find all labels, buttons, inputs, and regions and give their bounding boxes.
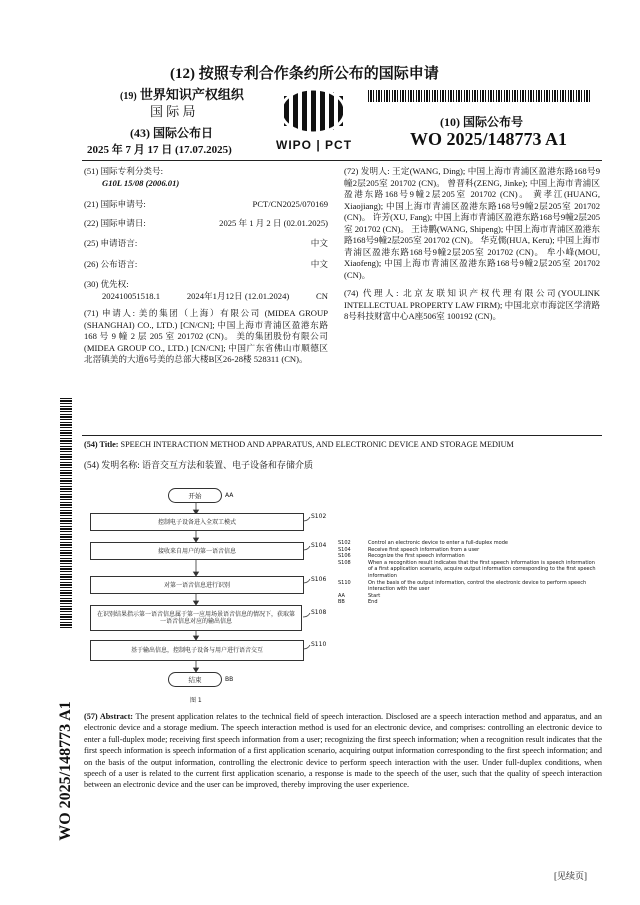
applicant-text: 美的集团（上海）有限公司 (MIDEA GROUP (SHANGHAI) CO., LTD.) [CN/CN]; 中国上海市青浦区盈港东路 168 号 9 幢 2 层 205 室 201702 (CN)。 美的集团股份有限公司(MIDEA GROUP CO., LTD.) [CN/CN]; 中国广东省佛山市顺德区北滘镇美的大道6号美的总部大楼B区26-28楼 528311 (CN)。 [84,308,328,364]
legend-code: BB [338,599,345,606]
legend-text: Start [368,592,381,599]
legend-row [338,593,600,600]
filing-row [84,218,328,230]
flow-step-id: S102 [311,513,327,520]
legend-row [338,547,600,554]
filing-value: 2025 年 1 月 2 日 (02.01.2025) [219,217,328,228]
biblio-right [344,166,600,323]
flow-step-box: 对第一语音信息进行识别 [90,576,304,594]
legend-row [338,540,600,547]
biblio-left [84,166,328,366]
agent-text: 北京友联知识产权代理有限公司(YOULINK INTELLECTUAL PROPERTY LAW FIRM); 中国北京市海淀区学清路8号科技财富中心A座506室 100192 (CN)。 [344,288,600,321]
title-zh-label: (54) 发明名称: [84,460,140,470]
pubdate-label: (43) 国际公布日 [130,126,213,140]
title-en-label: (54) Title: [84,440,119,449]
flow-end-tag: BB [225,676,234,683]
flow-step-box: 控制电子设备进入全双工模式 [90,513,304,531]
flow-step-box: 接收来自用户的第一语音信息 [90,542,304,560]
top-barcode [368,90,591,102]
priority-number: 202410051518.1 [102,290,161,301]
ipc-value: G10L 15/08 (2006.01) [102,177,180,188]
flow-start: 开始 [168,488,222,503]
inventor-text: 王定(WANG, Ding); 中国上海市青浦区盈港东路168号9幢2层205室 201702 (CN)。 曾晋科(ZENG, Jinke); 中国上海市青浦区盈港东路168号9幢2层205室 201702 (CN)。 黄孝江(HUANG, Xiaojiang); 中国上海市青浦区盈港东路168号9幢2层205室 201702 (CN)。 许芳(XU, Fang); 中国上海市青浦区盈港东路168号9幢2层205室 201702 (CN)。 王诗鹏(WANG, Shipeng); 中国上海市青浦区盈港东路168号9幢2层205室 201702 (CN)。 华克儒(HUA, Keru); 中国上海市青浦区盈港东路168号9幢2层205室 201702 (CN)。 牟小峰(MOU, Xiaofeng); 中国上海市青浦区盈港东路168号9幢2层205室 201702 (CN)。 [344,166,600,280]
legend-text: Recognize the first speech information [368,553,465,560]
legend-text: On the basis of the output information, control the electronic device to perform speech interaction with the user [368,579,587,593]
inventor-label: (72) 发明人: [344,166,390,176]
org-code: (19) [120,91,137,102]
wipo-pct-wordmark: WIPO | PCT [276,138,353,152]
figure-caption: 图 1 [190,697,202,704]
legend-row [338,599,600,606]
pubdate-value: 2025 年 7 月 17 日 (17.07.2025) [87,144,232,156]
agent-block [344,288,600,323]
legend-text: Receive first speech information from a user [368,546,480,553]
flow-step-id: S104 [311,542,327,549]
title-en-line [84,440,604,449]
appno-row [84,199,328,211]
filinglang-label: (25) 申请语言: [84,238,138,248]
publang-label: (26) 公布语言: [84,258,138,269]
publang-value: 中文 [310,258,328,269]
legend-text: When a recognition result indicates that the first speech information is speech information of a first application scenario, acquire output information corresponding to the first speech information [368,559,596,579]
flow-start-tag: AA [225,492,234,499]
figure-legend [338,540,600,606]
continuation-note: [见续页] [554,871,587,881]
title-zh-line [84,458,313,471]
flow-step-box: 在识别结果指示第一语音信息属于第一应用场景语音信息的情况下，获取第一语音信息对应的输出信息 [90,605,302,631]
appno-label: (21) 国际申请号: [84,199,146,209]
legend-text: End [368,599,378,606]
org-name: 世界知识产权组织 [139,87,244,102]
legend-code: S108 [338,559,351,566]
legend-code: S106 [338,553,351,560]
wipo-emblem-icon [268,88,368,138]
legend-code: S104 [338,546,351,553]
legend-code: S102 [338,540,351,546]
abstract [84,711,602,791]
inventor-block [344,166,600,281]
legend-row [338,580,600,593]
publang-row [84,259,328,271]
doc-type-title: (12) 按照专利合作条约所公布的国际申请 [170,66,439,82]
pubno-value: WO 2025/148773 A1 [410,129,568,149]
pubno-label: (10) 国际公布号 [440,115,523,129]
abstract-text: The present application relates to the technical field of speech interaction. Disclosed are a speech interaction method and apparatus, and an electronic device and a storage medium. The speech interaction method is used for an electronic device, and comprises: controlling an electronic device to enter a full-duplex mode; receiving first speech information from a user; recognizing the first speech information; when a recognition result indicates that the first speech information is speech information of a first application scenario, acquiring output information corresponding to the first speech information; and on the basis of the output information, controlling the electronic device to perform speech interaction with the user. Under full-duplex conditions, when speech of a user is related to the current first application scenario, a response is made to the speech of the user, such that the quality of speech interaction between an electronic device and the user can be improved, thereby improving the user experience. [84,712,602,790]
flow-step-id: S108 [311,609,327,616]
title-en: SPEECH INTERACTION METHOD AND APPARATUS, AND ELECTRONIC DEVICE AND STORAGE MEDIUM [120,440,514,449]
flow-end: 结束 [168,672,222,687]
side-barcode [60,398,72,628]
flow-step-box: 基于输出信息，控制电子设备与用户进行语音交互 [90,640,304,661]
filing-label: (22) 国际申请日: [84,217,146,228]
legend-code: AA [338,592,345,599]
org-bureau: 国 际 局 [150,104,196,119]
flow-step-id: S106 [311,576,327,583]
flow-step-id: S110 [311,641,327,648]
wipo-pct-logo [268,88,368,156]
title-zh: 语音交互方法和装置、电子设备和存储介质 [142,460,314,470]
flowchart [88,485,338,710]
legend-text: Control an electronic device to enter a full-duplex mode [368,540,508,546]
priority-country: CN [316,290,328,301]
filinglang-value: 中文 [310,238,328,248]
ipc-label: (51) 国际专利分类号: [84,166,164,176]
priority-label: (30) 优先权: [84,279,129,289]
priority-date: 2024年1月12日 (12.01.2024) [186,290,290,301]
legend-code: S110 [338,579,351,586]
legend-row [338,560,600,580]
legend-row [338,553,600,560]
filinglang-row [84,238,328,250]
applicant-block [84,308,328,366]
appno-value: PCT/CN2025/070169 [252,199,328,209]
priority-row [84,291,328,303]
side-publication-number: WO 2025/148773 A1 [57,701,74,841]
agent-label: (74) 代理人: [344,288,399,298]
applicant-label: (71) 申请人: [84,308,135,318]
abstract-label: (57) Abstract: [84,712,134,721]
